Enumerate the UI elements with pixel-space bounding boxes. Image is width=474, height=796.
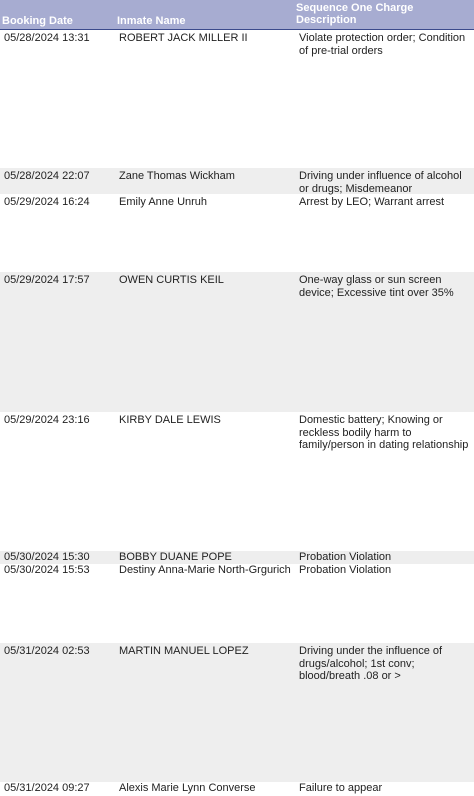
booking-date-cell: 05/29/2024 17:57 xyxy=(4,274,90,286)
charge-cell xyxy=(299,170,471,195)
column-header-booking-date: Booking Date xyxy=(2,15,73,27)
charge-line: Violate protection order; Condition xyxy=(299,32,466,44)
inmate-name-cell: Destiny Anna-Marie North-Grgurich xyxy=(119,564,291,576)
inmate-name-cell: KIRBY DALE LEWIS xyxy=(119,414,221,426)
inmate-name-cell: OWEN CURTIS KEIL xyxy=(119,274,224,286)
booking-date-cell: 05/31/2024 02:53 xyxy=(4,645,90,657)
inmate-name-cell: Emily Anne Unruh xyxy=(119,196,208,208)
column-header-charge-line2: Description xyxy=(296,14,357,26)
charge-line: blood/breath .08 or > xyxy=(299,670,401,682)
charge-cell xyxy=(299,274,471,299)
charge-cell xyxy=(299,196,471,209)
charge-cell xyxy=(299,645,471,683)
column-header-charge xyxy=(296,2,466,26)
charge-cell xyxy=(299,782,471,795)
charge-cell xyxy=(299,32,471,57)
booking-date-cell: 05/30/2024 15:53 xyxy=(4,564,90,576)
table-row xyxy=(0,643,474,782)
table-header xyxy=(0,0,474,29)
charge-line: One-way glass or sun screen xyxy=(299,274,442,286)
table-row xyxy=(0,412,474,551)
charge-line: or drugs; Misdemeanor xyxy=(299,182,413,195)
booking-date-cell: 05/28/2024 13:31 xyxy=(4,32,90,44)
charge-line: device; Excessive tint over 35% xyxy=(299,286,454,299)
inmate-name-cell: Alexis Marie Lynn Converse xyxy=(119,782,256,794)
charge-line: Arrest by LEO; Warrant arrest xyxy=(299,196,445,208)
charge-line: Probation Violation xyxy=(299,551,392,563)
table-row xyxy=(0,564,474,643)
table-row xyxy=(0,168,474,194)
booking-date-cell: 05/29/2024 16:24 xyxy=(4,196,90,208)
charge-line: family/person in dating relationship xyxy=(299,439,469,451)
charge-cell xyxy=(299,551,471,564)
booking-date-cell: 05/28/2024 22:07 xyxy=(4,170,90,182)
charge-line: of pre-trial orders xyxy=(299,44,383,57)
inmate-name-cell: Zane Thomas Wickham xyxy=(119,170,235,182)
column-header-inmate-name: Inmate Name xyxy=(117,15,186,27)
table-row xyxy=(0,194,474,272)
charge-line: Domestic battery; Knowing or xyxy=(299,414,443,426)
table-row xyxy=(0,551,474,564)
booking-date-cell: 05/30/2024 15:30 xyxy=(4,551,90,563)
booking-date-cell: 05/29/2024 23:16 xyxy=(4,414,90,426)
charge-cell xyxy=(299,564,471,577)
booking-date-cell: 05/31/2024 09:27 xyxy=(4,782,90,794)
charge-cell xyxy=(299,414,471,452)
table-row xyxy=(0,782,474,796)
charge-line: Driving under the influence of xyxy=(299,645,443,657)
table-row xyxy=(0,30,474,168)
charge-line: Driving under influence of alcohol xyxy=(299,170,462,182)
inmate-name-cell: ROBERT JACK MILLER II xyxy=(119,32,248,44)
inmate-name-cell: BOBBY DUANE POPE xyxy=(119,551,232,563)
table-row xyxy=(0,272,474,412)
charge-line: drugs/alcohol; 1st conv; xyxy=(299,657,415,670)
charge-line: reckless bodily harm to xyxy=(299,426,412,439)
charge-line: Failure to appear xyxy=(299,782,383,794)
charge-line: Probation Violation xyxy=(299,564,392,576)
column-header-charge-line1: Sequence One Charge xyxy=(296,2,414,14)
inmate-name-cell: MARTIN MANUEL LOPEZ xyxy=(119,645,249,657)
